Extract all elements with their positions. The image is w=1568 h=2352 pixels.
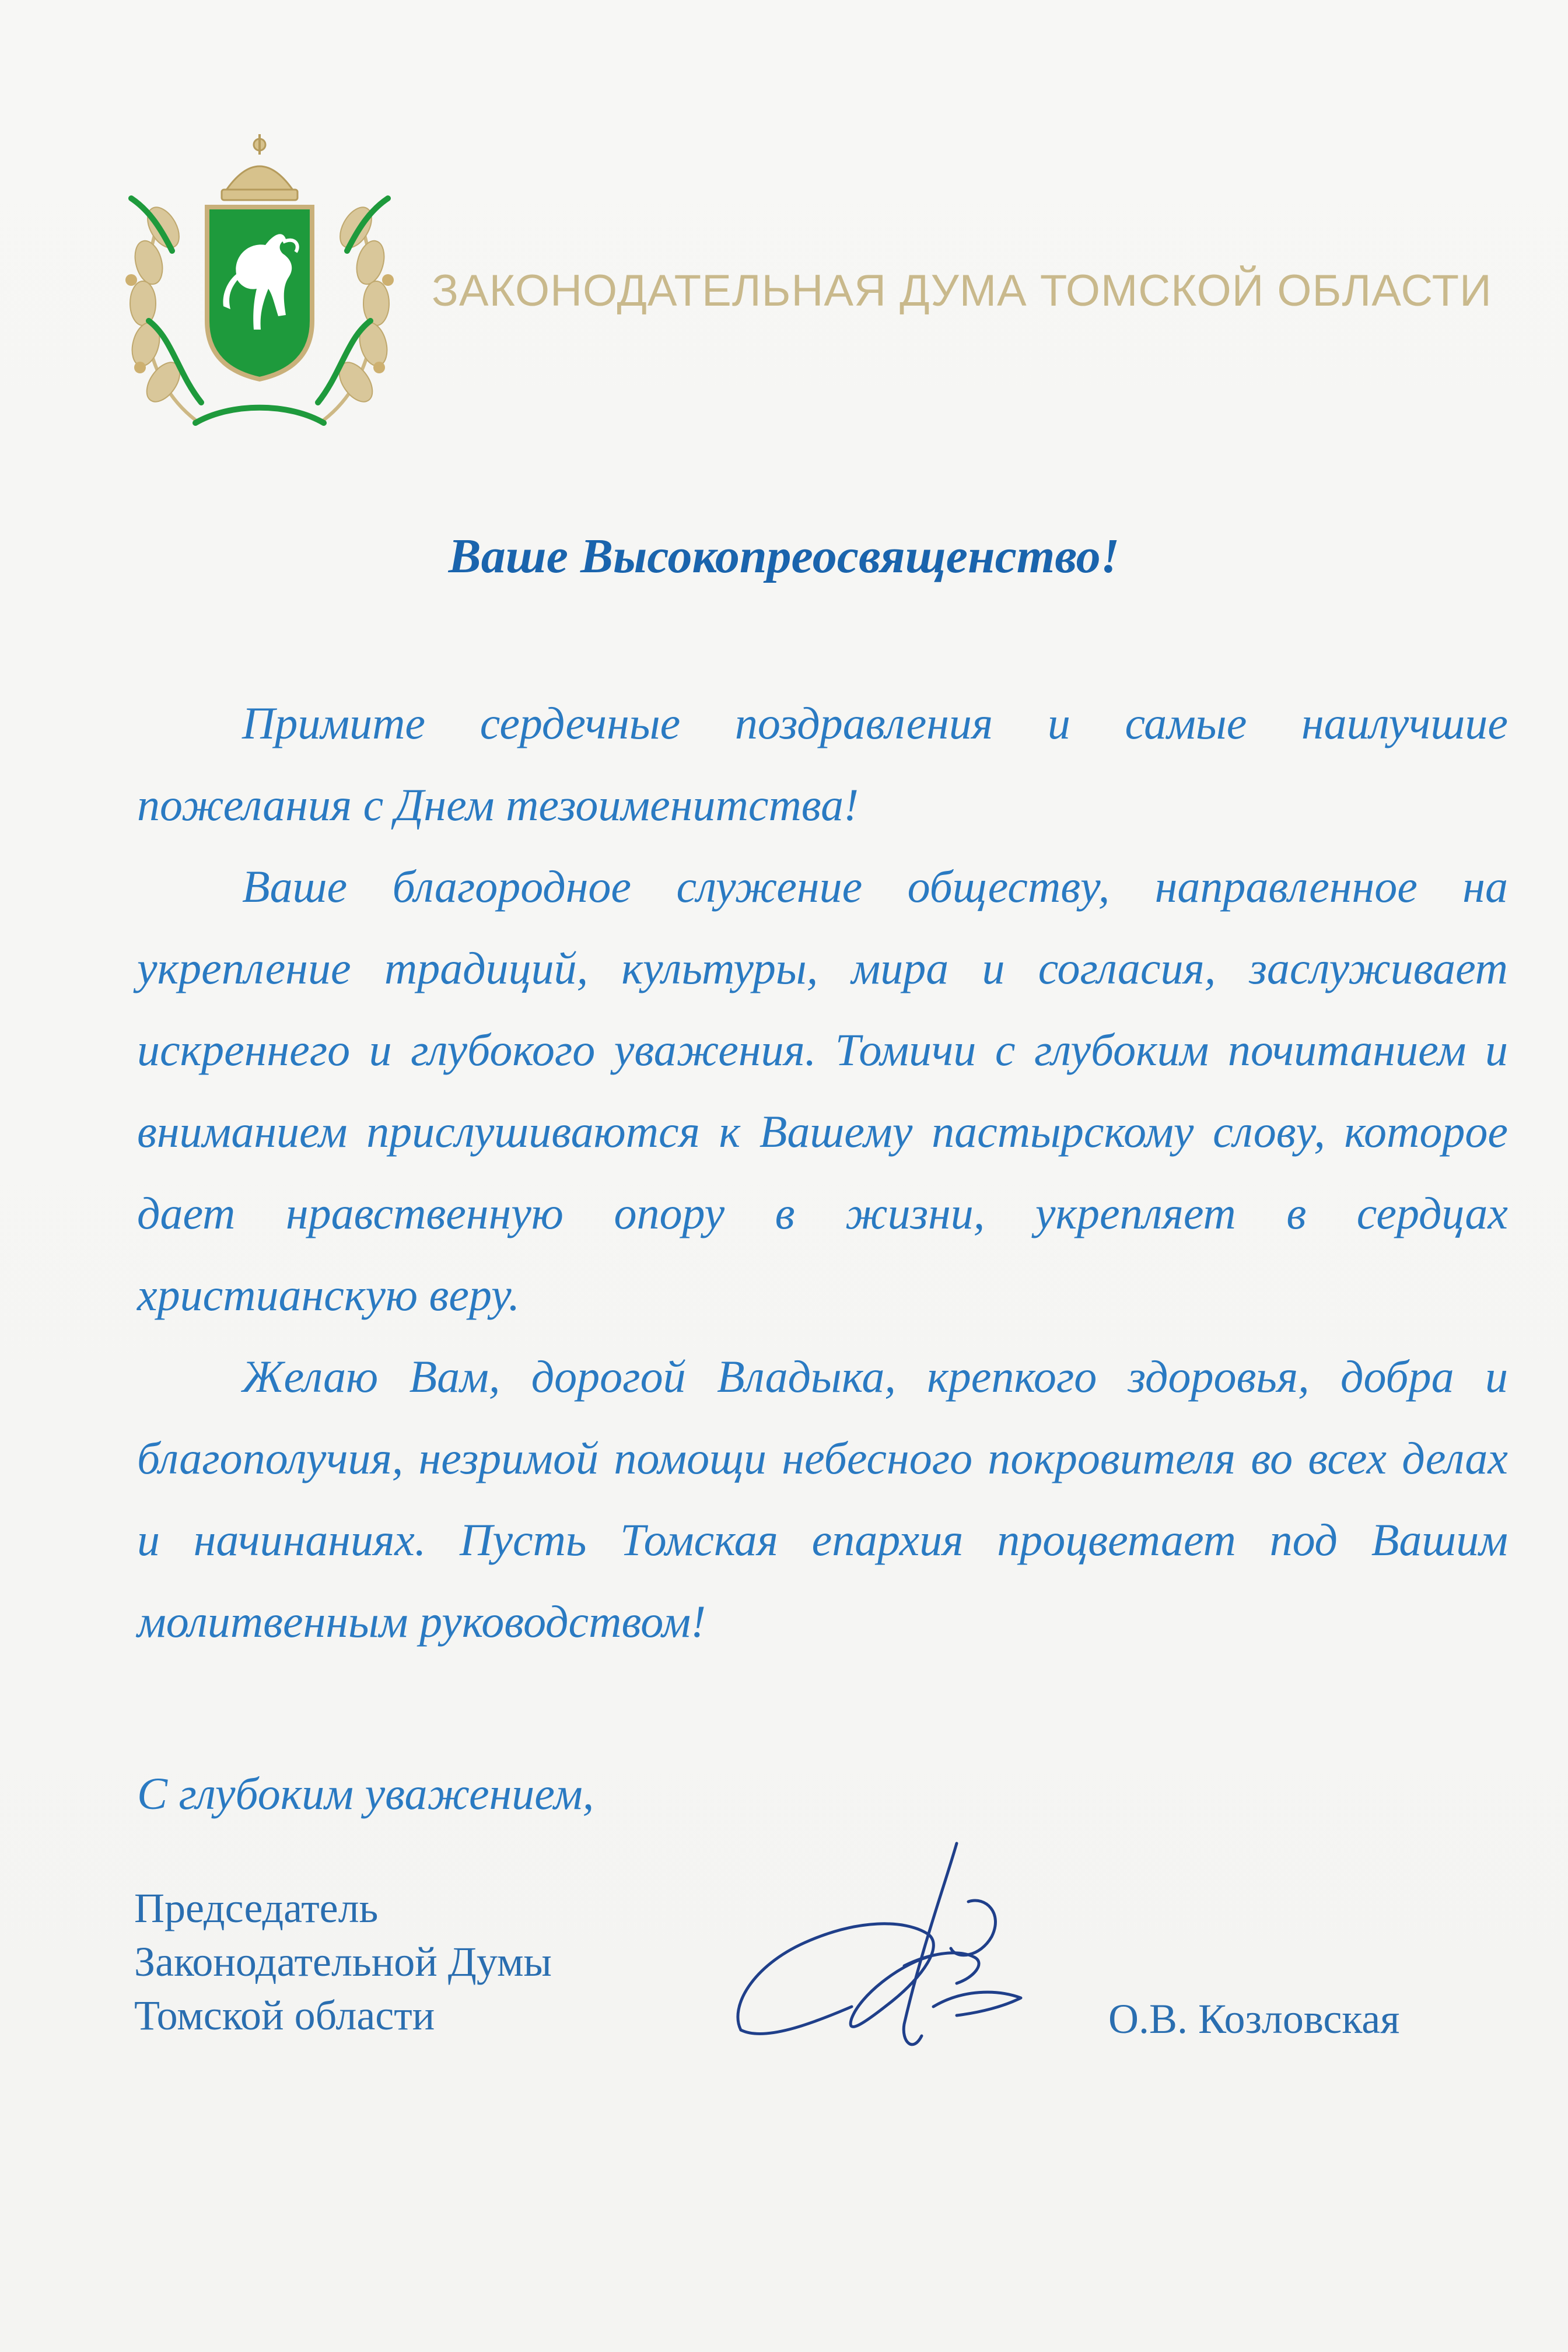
paragraph-service: Ваше благородное служение обществу, направленное на укрепление традиций, культуры, мира и согласия, заслуживает искреннего и глубокого уважения. Томичи с глубоким почитанием и вниманием прислушиваются к Вашему пастырскому слову, которое дает нравственную опору в жизни, укрепляет в сердцах христианскую веру. bbox=[137, 861, 1508, 1320]
signer-title-line: Председатель bbox=[134, 1885, 379, 1931]
closing-phrase: С глубоким уважением, bbox=[137, 1768, 594, 1819]
paragraph-wishes: Желаю Вам, дорогой Владыка, крепкого здоровья, добра и благополучия, незримой помощи небесного покровителя во всех делах и начинаниях. Пусть Томская епархия процветает под Вашим молитвенным руководством! bbox=[137, 1351, 1508, 1647]
signer-name: О.В. Козловская bbox=[1108, 1996, 1400, 2042]
signer-title bbox=[134, 1881, 552, 2042]
signer-title-line: Томской области bbox=[134, 1992, 435, 2039]
signer-title-line: Законодательной Думы bbox=[134, 1938, 552, 1985]
organization-name: ЗАКОНОДАТЕЛЬНАЯ ДУМА ТОМСКОЙ ОБЛАСТИ bbox=[432, 266, 1492, 316]
salutation: Ваше Высокопреосвященство! bbox=[448, 529, 1120, 583]
paragraph-congratulations: Примите сердечные поздравления и самые наилучшие пожелания с Днем тезоименитства! bbox=[137, 698, 1508, 830]
handwritten-signature-icon bbox=[729, 1832, 1056, 2077]
coat-of-arms-icon bbox=[108, 128, 411, 461]
